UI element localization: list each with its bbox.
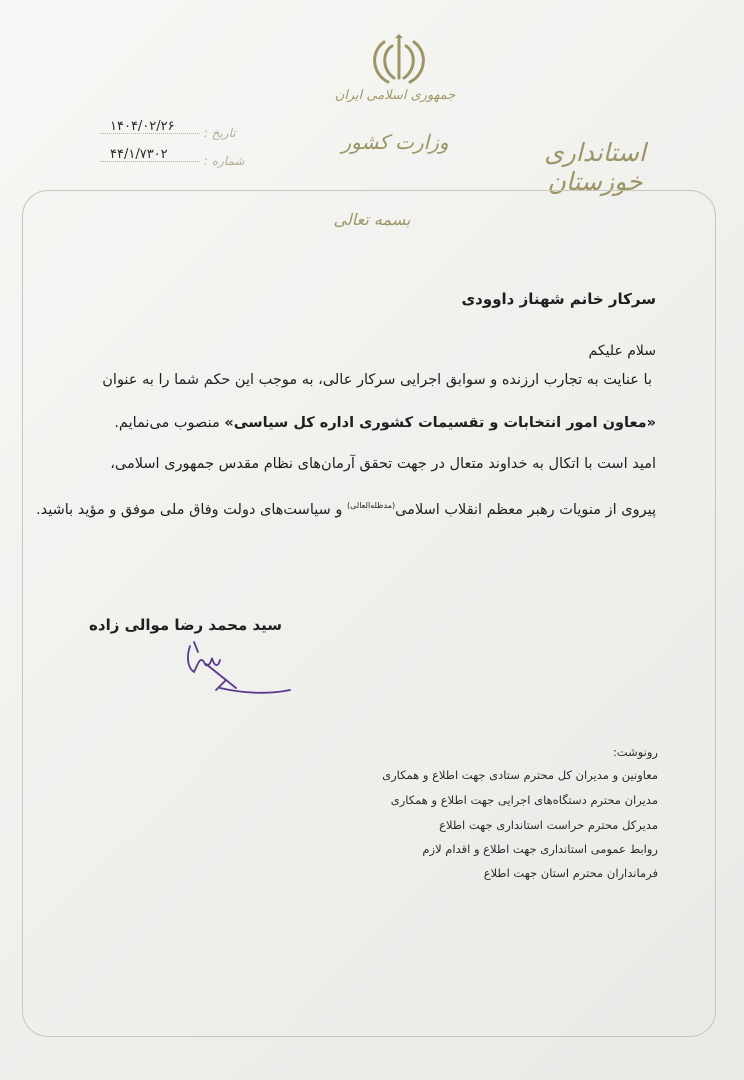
number-value: ۴۴/۱/۷۳۰۲ (110, 147, 168, 162)
date-label: تاریخ : (203, 126, 236, 140)
paragraph-2 (114, 413, 656, 433)
iran-emblem-logo (368, 34, 430, 86)
date-line (100, 119, 200, 134)
paragraph-4 (36, 496, 656, 520)
governorate-title: استانداری خوزستان (544, 138, 646, 196)
number-label: شماره : (203, 154, 245, 168)
ministry-title: وزارت کشور (341, 130, 449, 154)
cc-title: رونوشت: (612, 745, 658, 759)
date-row (100, 119, 236, 140)
greeting: سلام علیکم (588, 343, 656, 359)
cc-item: معاونین و مدیران کل محترم ستادی جهت اطلاع و همکاری (382, 768, 658, 782)
number-line (100, 147, 200, 162)
honorific-note: (مدظله‌العالی) (347, 501, 396, 510)
republic-title: جمهوری اسلامی ایران (334, 88, 456, 103)
cc-item: مدیرکل محترم حراست استانداری جهت اطلاع (439, 818, 658, 832)
number-row (100, 147, 245, 168)
date-value: ۱۴۰۴/۰۲/۲۶ (110, 119, 175, 134)
handwritten-signature (176, 638, 296, 698)
addressee: سرکار خانم شهناز داوودی (461, 290, 656, 308)
paragraph-1: با عنایت به تجارب ارزنده و سوابق اجرایی سرکار عالی، به موجب این حکم شما را به عنوان (102, 372, 652, 388)
paragraph-4-b: و سیاست‌های دولت وفاق ملی موفق و مؤید باشید. (36, 501, 347, 518)
cc-item: فرمانداران محترم استان جهت اطلاع (483, 866, 658, 880)
cc-item: روابط عمومی استانداری جهت اطلاع و اقدام لازم (422, 842, 658, 856)
cc-item: مدیران محترم دستگاه‌های اجرایی جهت اطلاع و همکاری (390, 793, 658, 807)
invocation: بسمه تعالی (333, 210, 411, 229)
signer-name: سید محمد رضا موالی زاده (89, 616, 282, 634)
paragraph-4-a: پیروی از منویات رهبر معظم انقلاب اسلامی (395, 501, 656, 518)
letter-frame (22, 190, 716, 1037)
paragraph-2-rest: منصوب می‌نمایم. (114, 415, 225, 431)
paragraph-3: امید است با اتکال به خداوند متعال در جهت تحقق آرمان‌های نظام مقدس جمهوری اسلامی، (110, 456, 656, 472)
appointment-title: «معاون امور انتخابات و تقسیمات کشوری اداره کل سیاسی» (224, 415, 656, 431)
